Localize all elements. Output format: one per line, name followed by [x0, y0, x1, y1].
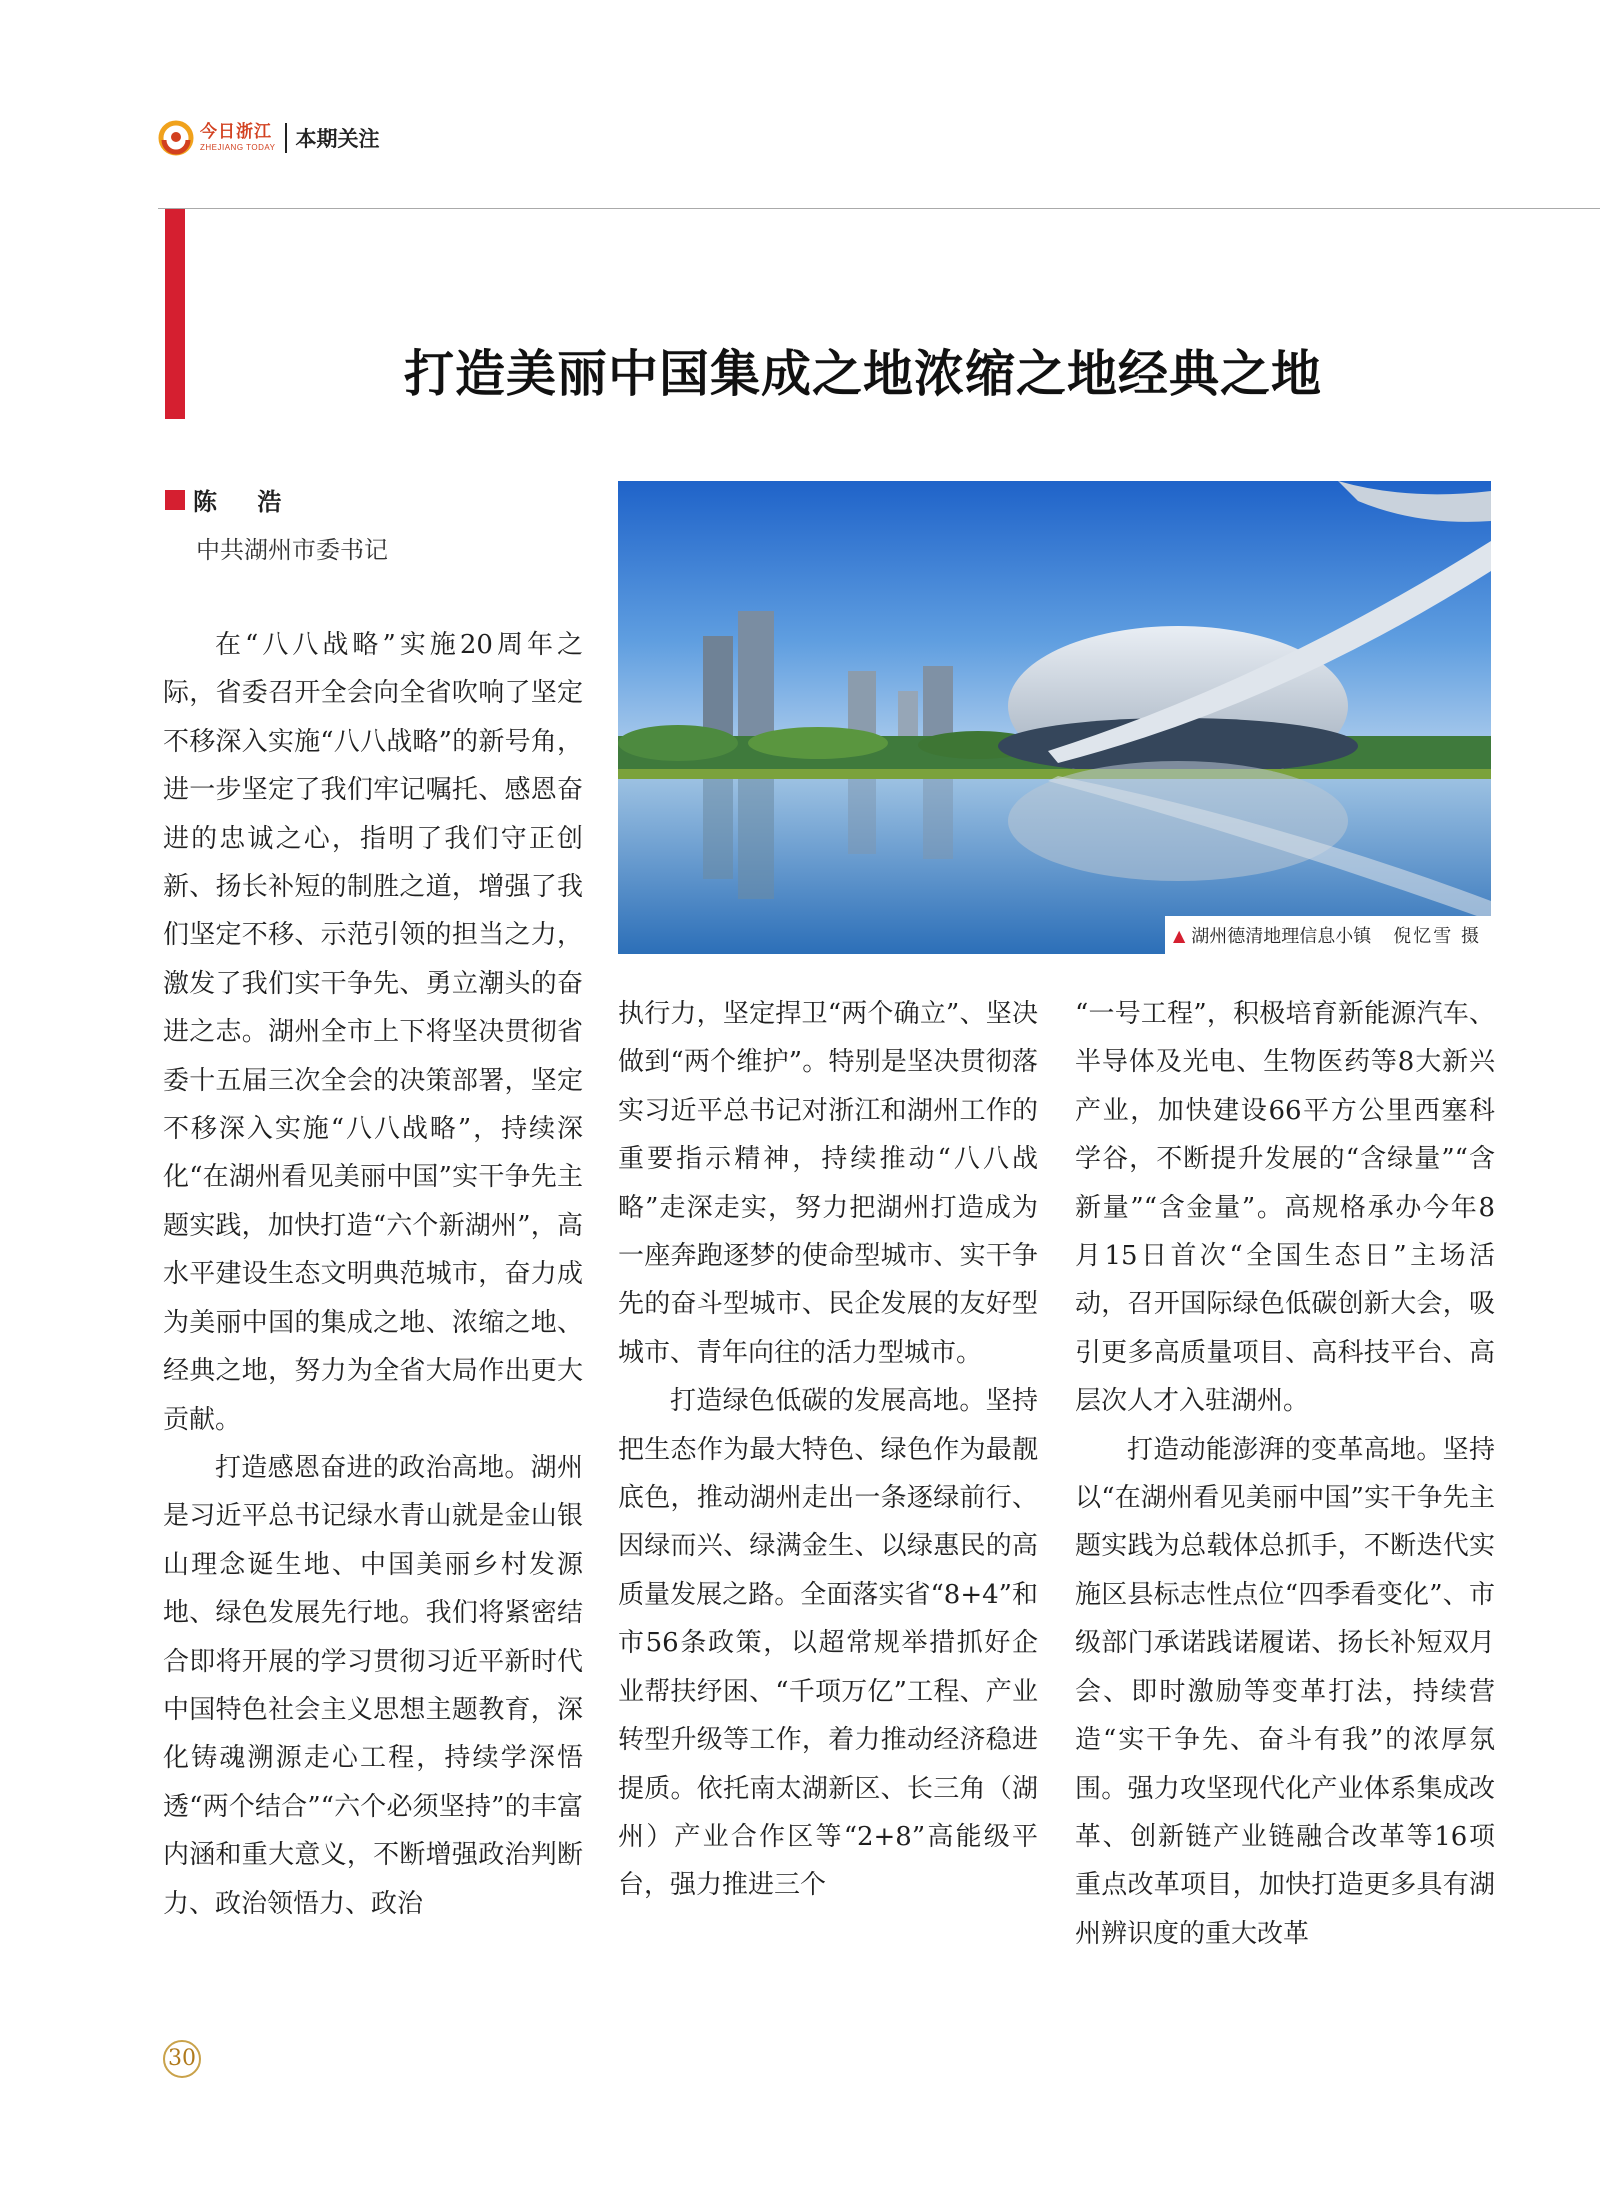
caption-triangle-icon: ▲	[1172, 925, 1186, 945]
page-number: 30	[163, 2040, 201, 2078]
article-title: 打造美丽中国集成之地浓缩之地经典之地	[404, 343, 1322, 403]
author-title: 中共湖州市委书记	[196, 536, 388, 564]
caption-text: 湖州德清地理信息小镇	[1191, 926, 1372, 947]
text-column-1	[163, 621, 583, 1928]
text-column-2	[618, 990, 1038, 1910]
paragraph-lead: 打造动能澎湃的变革高地。	[1127, 1434, 1443, 1465]
logo-wordmark-cn: 今日浙江	[200, 122, 272, 142]
byline-marker-icon	[165, 490, 185, 510]
masthead	[158, 118, 379, 158]
paragraph-green-highland	[618, 1377, 1038, 1909]
paragraph-lead: 打造绿色低碳的发展高地。	[670, 1386, 986, 1417]
header-divider	[285, 123, 287, 153]
logo	[158, 120, 275, 156]
photo-illustration	[618, 481, 1491, 954]
header-rule	[158, 208, 1600, 209]
title-accent-bar	[165, 209, 185, 419]
logo-wordmark-en: ZHEJIANG TODAY	[200, 143, 276, 152]
section-label: 本期关注	[295, 127, 380, 151]
byline	[165, 482, 297, 517]
author-name: 陈 浩	[193, 488, 298, 516]
logo-swirl-icon	[158, 120, 194, 156]
paragraph-political-highland	[163, 1444, 583, 1928]
paragraph-reform-highland	[1075, 1426, 1495, 1958]
paragraph-body: 湖州是习近平总书记绿水青山就是金山银山理念诞生地、中国美丽乡村发源地、绿色发展先行地。我们将紧密结合即将开展的学习贯彻习近平新时代中国特色社会主义思想主题教育，深化铸魂溯源走心工程，持续学深悟透“两个结合”“六个必须坚持”的丰富内涵和重大意义，不断增强政治判断力、政治领悟力、政治	[163, 1452, 583, 1919]
paragraph-intro: 在“八八战略”实施20周年之际，省委召开全会向全省吹响了坚定不移深入实施“八八战略”的新号角，进一步坚定了我们牢记嘱托、感恩奋进的忠诚之心，指明了我们守正创新、扬长补短的制胜之道，增强了我们坚定不移、示范引领的担当之力，激发了我们实干争先、勇立潮头的奋进之志。湖州全市上下将坚决贯彻省委十五届三次全会的决策部署，坚定不移深入实施“八八战略”，持续深化“在湖州看见美丽中国”实干争先主题实践，加快打造“六个新湖州”，高水平建设生态文明典范城市，奋力成为美丽中国的集成之地、浓缩之地、经典之地，努力为全省大局作出更大贡献。	[163, 630, 583, 1435]
photo-credit: 倪忆雪 摄	[1393, 926, 1481, 947]
paragraph-continued: “一号工程”，积极培育新能源汽车、半导体及光电、生物医药等8大新兴产业，加快建设66平方公里西塞科学谷，不断提升发展的“含绿量”“含新量”“含金量”。高规格承办今年8月15日首次“全国生态日”主场活动，召开国际绿色低碳创新大会，吸引更多高质量项目、高科技平台、高层次人才入驻湖州。	[1075, 999, 1495, 1417]
paragraph-body: 坚持以“在湖州看见美丽中国”实干争先主题实践为总载体总抓手，不断迭代实施区县标志性点位“四季看变化”、市级部门承诺践诺履诺、扬长补短双月会、即时激励等变革打法，持续营造“实干争先、奋斗有我”的浓厚氛围。强力攻坚现代化产业体系集成改革、创新链产业链融合改革等16项重点改革项目，加快打造更多具有湖州辨识度的重大改革	[1075, 1434, 1495, 1949]
text-column-3	[1075, 990, 1495, 1958]
paragraph-continued: 执行力，坚定捍卫“两个确立”、坚决做到“两个维护”。特别是坚决贯彻落实习近平总书记对浙江和湖州工作的重要指示精神，持续推动“八八战略”走深走实，努力把湖州打造成为一座奔跑逐梦的使命型城市、实干争先的奋斗型城市、民企发展的友好型城市、青年向往的活力型城市。	[618, 999, 1038, 1368]
paragraph-lead: 打造感恩奋进的政治高地。	[215, 1452, 531, 1483]
paragraph-body: 坚持把生态作为最大特色、绿色作为最靓底色，推动湖州走出一条逐绿前行、因绿而兴、绿满金生、以绿惠民的高质量发展之路。全面落实省“8+4”和市56条政策，以超常规举措抓好企业帮扶纾困、“千项万亿”工程、产业转型升级等工作，着力推动经济稳进提质。依托南太湖新区、长三角（湖州）产业合作区等“2+8”高能级平台，强力推进三个	[618, 1386, 1038, 1901]
feature-photo	[618, 481, 1491, 954]
photo-caption	[1165, 916, 1491, 954]
